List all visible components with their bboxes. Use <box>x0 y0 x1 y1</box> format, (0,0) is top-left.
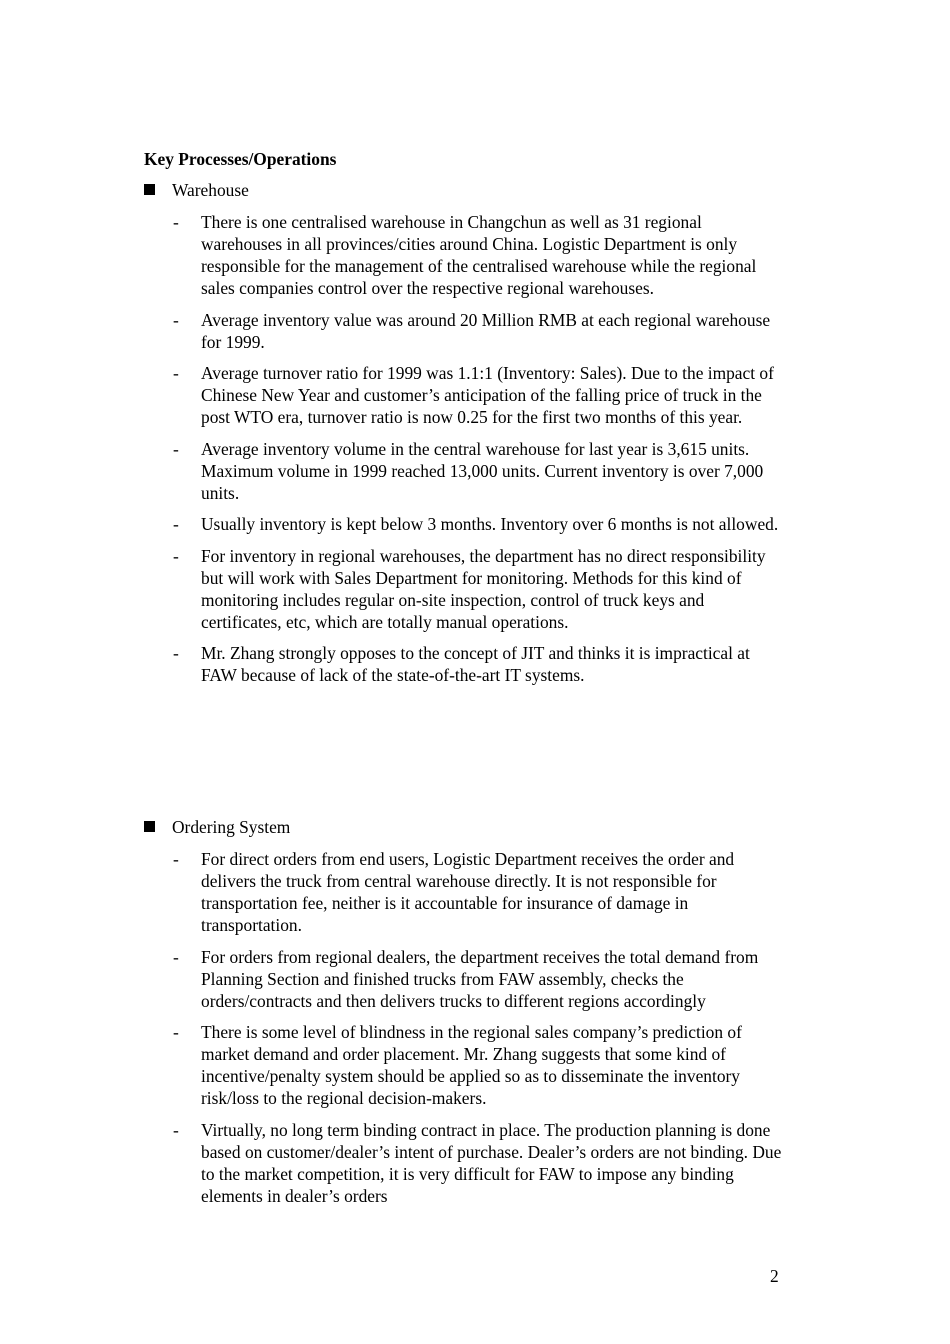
dash-bullet-icon: - <box>173 309 179 330</box>
list-item-text: Average turnover ratio for 1999 was 1.1:1 (Inventory: Sales). Due to the impact of Chinese New Year and customer’s anticipation of the falling price of truck in the post WTO era, turnover ratio is now 0.25 for the first two months of this year. <box>201 363 774 427</box>
dash-bullet-icon: - <box>173 1022 179 1042</box>
list-item-text: For inventory in regional warehouses, the department has no direct responsibility but will work with Sales Department for monitoring. Methods for this kind of monitoring includes regular on-site inspection, control of truck keys and certificates, etc, which are totally manual operations. <box>201 545 766 632</box>
section-title-warehouse: Warehouse <box>172 180 249 200</box>
list-item-text: Average inventory value was around 20 Million RMB at each regional warehouse for 1999. <box>201 309 771 352</box>
list-item <box>173 848 785 936</box>
dash-bullet-icon: - <box>173 1119 179 1140</box>
list-item-text: For orders from regional dealers, the department receives the total demand from Planning Section and finished trucks from FAW assembly, checks the orders/contracts and then delivers trucks to different regions accordingly <box>201 946 759 1011</box>
list-item <box>173 362 785 428</box>
list-item <box>173 309 785 353</box>
list-item-text: For direct orders from end users, Logistic Department receives the order and delivers the truck from central warehouse directly. It is not responsible for transportation fee, neither is it accountable for insurance of damage in transportation. <box>201 849 735 935</box>
dash-bullet-icon: - <box>173 438 179 459</box>
page-heading: Key Processes/Operations <box>144 149 337 169</box>
dash-bullet-icon: - <box>173 849 179 869</box>
list-item-text: Usually inventory is kept below 3 months. Inventory over 6 months is not allowed. <box>201 514 779 534</box>
list-item <box>173 545 785 633</box>
list-item <box>173 1119 785 1207</box>
dash-bullet-icon: - <box>173 545 179 566</box>
list-item <box>173 642 785 686</box>
square-bullet-icon <box>144 184 155 195</box>
list-item-text: There is one centralised warehouse in Changchun as well as 31 regional warehouses in all provinces/cities around China. Logistic Department is only responsible for the management of the centralised warehouse while the regional sales companies control over the respective regional warehouses. <box>201 212 757 298</box>
dash-bullet-icon: - <box>173 363 179 383</box>
dash-bullet-icon: - <box>173 946 179 967</box>
list-item <box>173 946 785 1012</box>
list-item <box>173 1021 785 1109</box>
warehouse-list <box>173 211 785 696</box>
list-item-text: Average inventory volume in the central warehouse for last year is 3,615 units. Maximum volume in 1999 reached 13,000 units. Current inventory is over 7,000 units. <box>201 438 764 503</box>
list-item <box>173 211 785 299</box>
section-title-ordering-system: Ordering System <box>172 817 291 837</box>
dash-bullet-icon: - <box>173 514 179 534</box>
dash-bullet-icon: - <box>173 643 179 663</box>
square-bullet-icon <box>144 821 155 832</box>
dash-bullet-icon: - <box>173 212 179 232</box>
page-number: 2 <box>770 1266 779 1286</box>
list-item <box>173 438 785 504</box>
ordering-list <box>173 848 785 1216</box>
list-item-text: Mr. Zhang strongly opposes to the concept of JIT and thinks it is impractical at FAW because of lack of the state-of-the-art IT systems. <box>201 643 750 685</box>
list-item-text: Virtually, no long term binding contract in place. The production planning is done based on customer/dealer’s intent of purchase. Dealer’s orders are not binding. Due to the market competition, it is very difficult for FAW to impose any binding elements in dealer’s orders <box>201 1119 782 1206</box>
list-item <box>173 513 785 535</box>
list-item-text: There is some level of blindness in the regional sales company’s prediction of market demand and order placement. Mr. Zhang suggests that some kind of incentive/penalty system should be applied so as to disseminate the inventory risk/loss to the regional decision-makers. <box>201 1022 742 1108</box>
